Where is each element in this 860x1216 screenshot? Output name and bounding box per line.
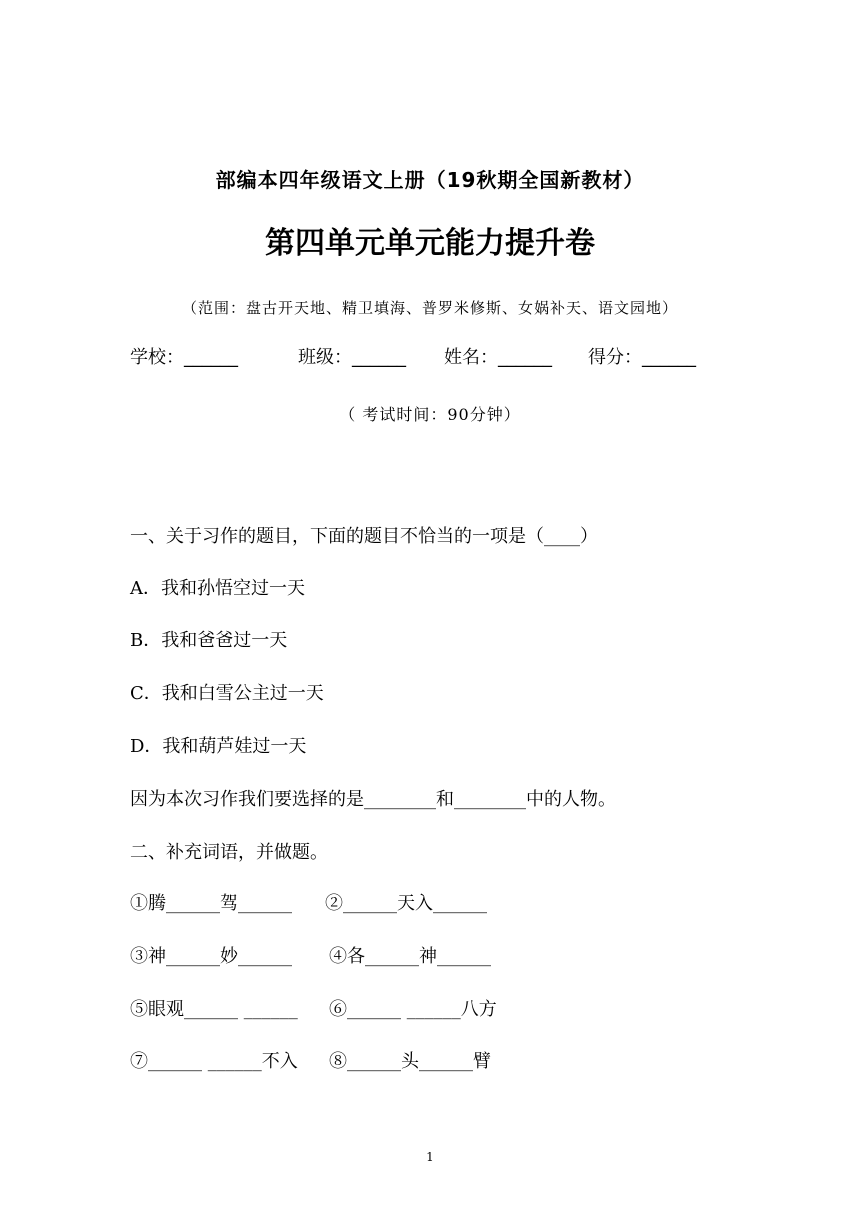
word-item-6: ⑥______ ______八方: [329, 999, 497, 1020]
question-2: 二、补充词语，并做题。: [130, 842, 328, 863]
question-1: 一、关于习作的题目，下面的题目不恰当的一项是（____）: [130, 526, 598, 547]
word-item-1: ①腾______驾______: [130, 893, 292, 914]
class-field: 班级：______: [298, 347, 406, 368]
exam-time: （ 考试时间：90分钟）: [339, 405, 521, 424]
word-item-4: ④各______神______: [329, 946, 491, 967]
word-item-3: ③神______妙______: [130, 946, 292, 967]
option-b: B．我和爸爸过一天: [130, 630, 288, 651]
option-d: D．我和葫芦娃过一天: [130, 736, 307, 757]
word-item-7: ⑦______ ______不入: [130, 1051, 298, 1072]
school-field: 学校：______: [130, 347, 238, 368]
page-number: 1: [426, 1150, 434, 1164]
option-a: A．我和孙悟空过一天: [130, 578, 305, 599]
option-c: C．我和白雪公主过一天: [130, 683, 324, 704]
word-item-8: ⑧______头______臂: [329, 1051, 491, 1072]
question-1-followup: 因为本次习作我们要选择的是________和________中的人物。: [130, 789, 616, 810]
exam-scope: （范围：盘古开天地、精卫填海、普罗米修斯、女娲补天、语文园地）: [181, 299, 678, 317]
exam-subtitle: 部编本四年级语文上册（19秋期全国新教材）: [215, 168, 645, 192]
score-field: 得分：______: [588, 347, 696, 368]
word-item-2: ②______天入______: [325, 893, 487, 914]
name-field: 姓名：______: [444, 347, 552, 368]
exam-title: 第四单元单元能力提升卷: [265, 226, 595, 261]
word-item-5: ⑤眼观______ ______: [130, 999, 298, 1020]
